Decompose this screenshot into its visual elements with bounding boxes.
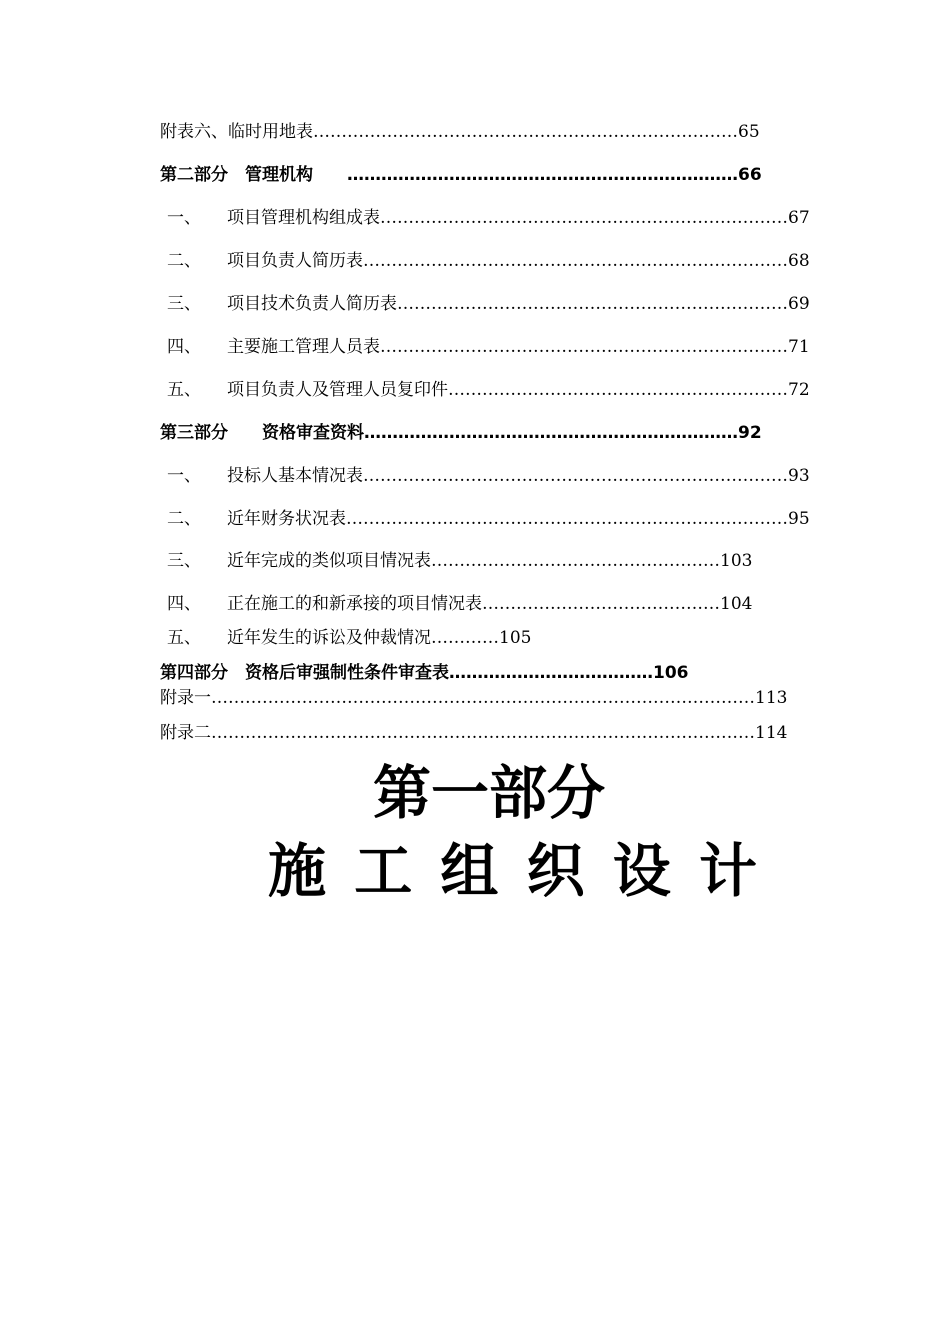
toc-section-part4[interactable] [160, 662, 689, 684]
toc-item-part2-3[interactable] [167, 293, 810, 315]
toc-item-label: 主要施工管理人员表………………………………………………………………71 [227, 337, 810, 357]
toc-item-label: 项目技术负责人简历表……………………………………………………………69 [227, 294, 810, 314]
toc-section-label: 第四部分 资格后审强制性条件审查表………………………………106 [160, 663, 689, 683]
toc-item-part2-4[interactable] [167, 336, 810, 358]
toc-item-label: 近年财务状况表……………………………………………………………………95 [227, 509, 810, 529]
toc-section-label: 第三部分 资格审查资料…………………………………………………………92 [160, 423, 762, 443]
toc-item-label: 近年发生的诉讼及仲裁情况…………105 [227, 628, 532, 648]
toc-item-appendix-1[interactable] [160, 687, 787, 709]
toc-section-label: 第二部分 管理机构 ……………………………………………………………66 [160, 165, 762, 185]
toc-item-label: 项目管理机构组成表………………………………………………………………67 [227, 208, 810, 228]
toc-item-appendix-2[interactable] [160, 722, 787, 744]
toc-item-number: 四、 [167, 337, 201, 357]
toc-item-part2-2[interactable] [167, 250, 810, 272]
toc-item-number: 二、 [167, 509, 201, 529]
toc-item-part3-1[interactable] [167, 465, 810, 487]
toc-item-appendix6[interactable] [160, 121, 760, 143]
toc-item-label: 正在施工的和新承接的项目情况表……………………………………104 [227, 594, 753, 614]
toc-item-label: 近年完成的类似项目情况表……………………………………………103 [227, 551, 753, 571]
toc-item-label: 项目负责人简历表…………………………………………………………………68 [227, 251, 810, 271]
toc-item-number: 一、 [167, 208, 201, 228]
toc-item-number: 一、 [167, 466, 201, 486]
toc-item-label: 项目负责人及管理人员复印件……………………………………………………72 [227, 380, 810, 400]
toc-item-part3-4[interactable] [167, 593, 752, 615]
part-one-heading: 第一部分 [373, 759, 606, 827]
toc-item-label: 附表六、临时用地表…………………………………………………………………65 [160, 122, 760, 142]
toc-item-number: 三、 [167, 294, 201, 314]
toc-item-part3-2[interactable] [167, 508, 810, 530]
construction-plan-title: 施 工 组 织 设 计 [268, 837, 761, 905]
toc-item-part3-5[interactable] [167, 627, 531, 649]
toc-item-part3-3[interactable] [167, 550, 752, 572]
toc-item-label: 附录二……………………………………………………………………………………114 [160, 723, 788, 743]
toc-item-number: 五、 [167, 380, 201, 400]
toc-section-part3[interactable] [160, 422, 762, 444]
toc-item-part2-5[interactable] [167, 379, 810, 401]
toc-item-number: 二、 [167, 251, 201, 271]
toc-item-label: 投标人基本情况表…………………………………………………………………93 [227, 466, 810, 486]
toc-item-number: 四、 [167, 594, 201, 614]
toc-item-number: 三、 [167, 551, 201, 571]
toc-item-part2-1[interactable] [167, 207, 810, 229]
toc-item-label: 附录一……………………………………………………………………………………113 [160, 688, 788, 708]
toc-item-number: 五、 [167, 628, 201, 648]
toc-section-part2[interactable] [160, 164, 762, 186]
